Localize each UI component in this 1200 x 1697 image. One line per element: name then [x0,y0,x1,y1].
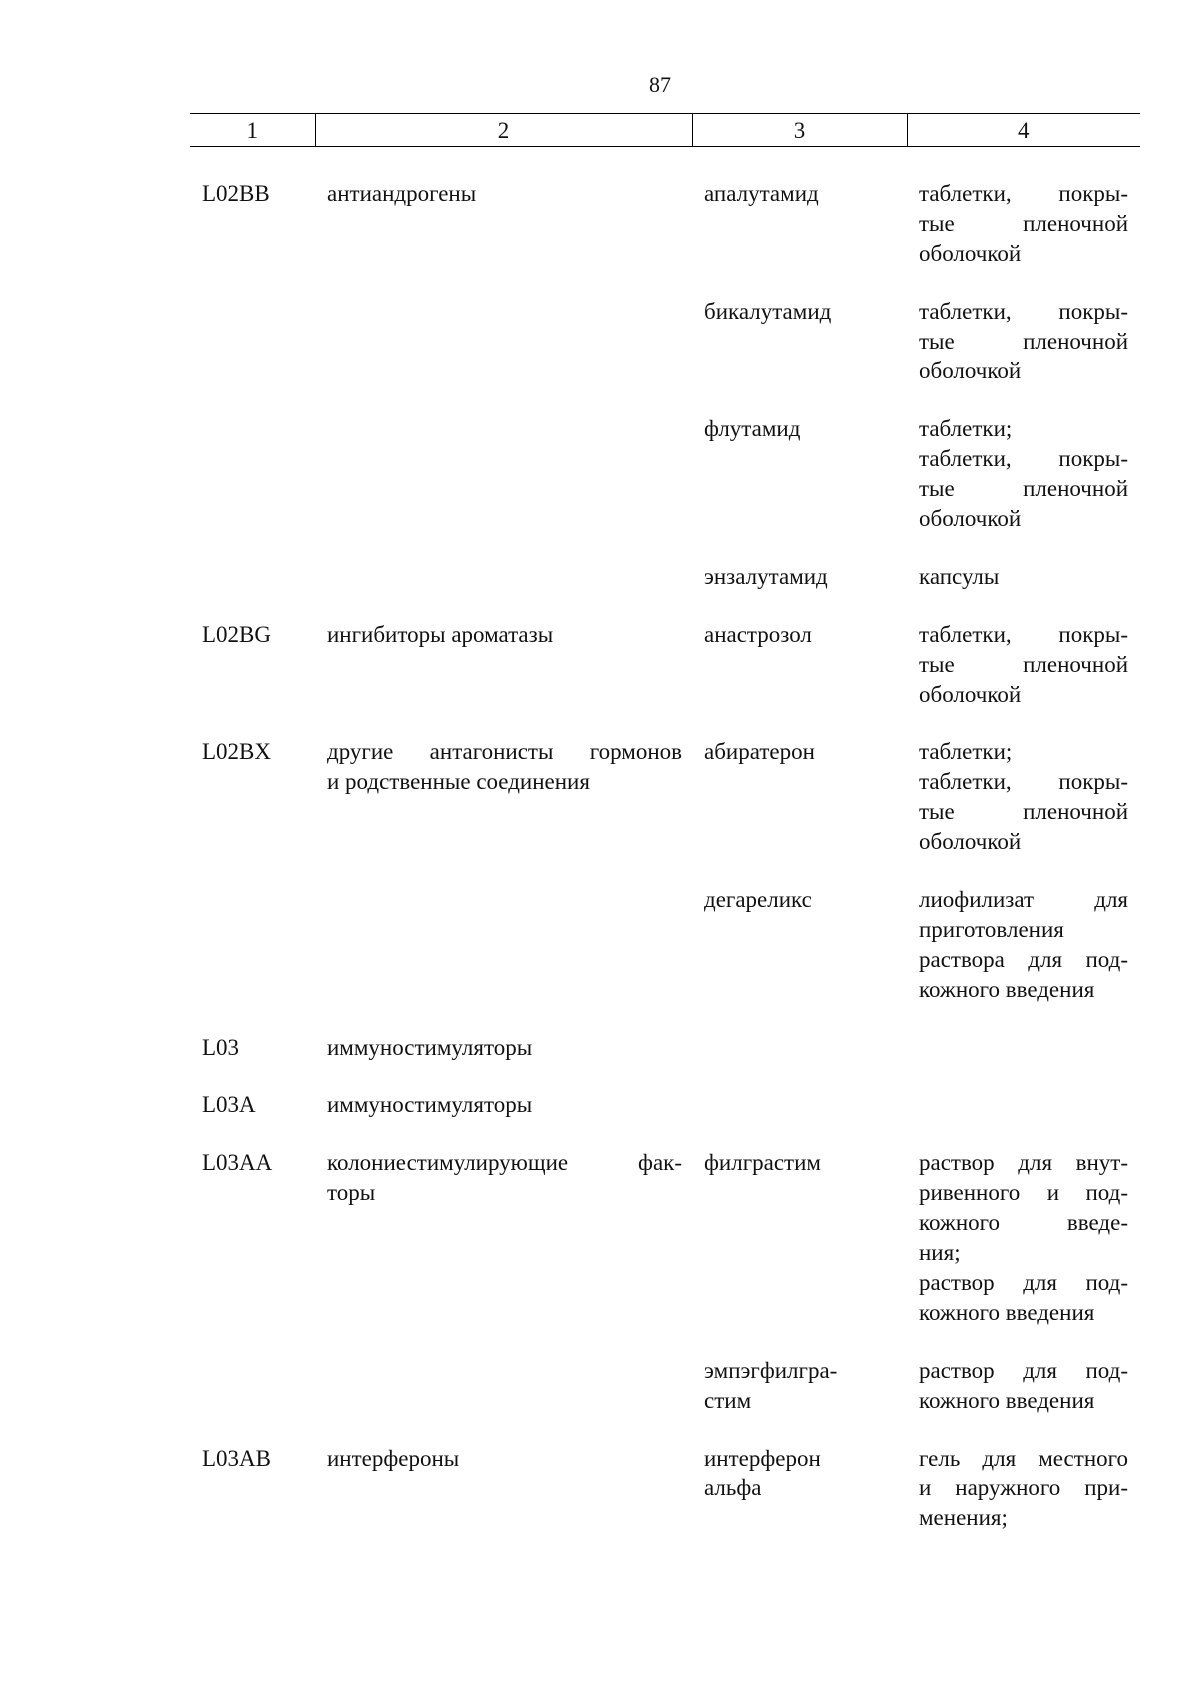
dosage-form-line: оболочкой [919,506,1022,532]
drug-name-cell [692,414,907,562]
dosage-form-line: и наружного при- [919,1475,1128,1501]
dosage-form-cell [907,1444,1140,1562]
atc-code-cell: L03A [202,1092,256,1118]
drug-name-line: анастрозол [704,621,812,647]
dosage-form-line: раствора для под- [919,946,1128,972]
drug-name-cell [692,1444,907,1562]
table-row [190,147,1140,297]
drug-name-line: энзалутамид [704,563,828,589]
dosage-form-line: кожного введения [919,1387,1095,1413]
group-name-cell [315,885,692,1033]
drug-name-line: флутамид [704,416,801,442]
group-name-line: ингибиторы ароматазы [327,621,554,647]
dosage-form-cell [907,562,1140,620]
drug-name-line: апалутамид [704,181,819,206]
drug-name-line: бикалутамид [704,298,832,324]
dosage-form-cell [907,737,1140,885]
drug-name-cell [692,737,907,885]
table-row [190,1356,1140,1444]
dosage-form-cell [907,1033,1140,1091]
group-name-line: и родственные соединения [327,769,590,795]
atc-code-cell: L03AB [202,1445,271,1471]
table-body [190,147,1140,1562]
header-col-4: 4 [907,114,1140,147]
dosage-form-line: таблетки; [919,416,1013,442]
table-header [190,114,1140,147]
drug-name-cell [692,297,907,415]
group-name-cell [315,1090,692,1148]
group-name-cell [315,147,692,297]
dosage-form-line: таблетки, покры- [919,446,1128,472]
dosage-form-line: ния; [919,1240,961,1266]
dosage-form-line: оболочкой [919,358,1022,384]
dosage-form-line: таблетки, покры- [919,298,1128,324]
drug-name-line: стим [704,1387,752,1413]
dosage-form-line: гель для местного [919,1445,1128,1471]
table-row [190,1033,1140,1091]
dosage-form-line: раствор для под- [919,1269,1128,1295]
header-col-3: 3 [692,114,907,147]
group-name-line: другие антагонисты гормонов [327,739,682,765]
drug-name-line: эмпэгфилгра- [704,1357,838,1383]
dosage-form-line: тые пленочной [919,328,1128,354]
dosage-form-cell [907,414,1140,562]
table-row [190,885,1140,1033]
dosage-form-cell [907,620,1140,738]
header-row [190,114,1140,147]
group-name-cell [315,1033,692,1091]
group-name-line: иммуностимуляторы [327,1092,533,1118]
drug-name-line: абиратерон [704,739,815,765]
dosage-form-cell [907,297,1140,415]
drug-name-cell [692,1356,907,1444]
group-name-line: колониестимулирующие фак- [327,1150,682,1176]
dosage-form-line: менения; [919,1505,1008,1531]
dosage-form-line: таблетки, покры- [919,181,1128,206]
atc-code-cell [190,1356,315,1444]
dosage-form-line: тые пленочной [919,651,1128,677]
group-name-cell [315,414,692,562]
drug-name-cell [692,1090,907,1148]
drug-name-cell [692,620,907,738]
dosage-form-cell [907,885,1140,1033]
table-row [190,297,1140,415]
dosage-form-line: ривенного и под- [919,1180,1128,1206]
dosage-form-line: таблетки, покры- [919,769,1128,795]
dosage-form-line: оболочкой [919,240,1022,266]
atc-code-cell: L03 [202,1034,240,1060]
dosage-form-line: раствор для внут- [919,1150,1128,1176]
dosage-form-cell [907,147,1140,297]
table-row [190,1148,1140,1355]
drug-name-line: дегареликс [704,887,812,913]
group-name-cell [315,620,692,738]
group-name-cell [315,562,692,620]
dosage-form-line: кожного введения [919,1299,1095,1325]
table-row [190,1444,1140,1562]
drug-name-line: интерферон [704,1445,821,1471]
dosage-form-line: оболочкой [919,829,1022,855]
dosage-form-line: кожного введения [919,976,1095,1002]
table-row [190,1090,1140,1148]
atc-code-cell [190,885,315,1033]
drug-name-cell [692,1033,907,1091]
atc-code-cell: L02BX [202,739,271,765]
atc-code-cell: L02BG [202,621,271,647]
dosage-form-line: таблетки, покры- [919,621,1128,647]
group-name-line: интерфероны [327,1445,460,1471]
atc-code-cell: L02BB [202,181,270,206]
dosage-form-line: таблетки; [919,739,1013,765]
group-name-cell [315,1148,692,1355]
drug-name-line: филграстим [704,1150,821,1176]
drug-name-cell [692,562,907,620]
group-name-cell [315,1444,692,1562]
group-name-cell [315,737,692,885]
atc-code-cell [190,414,315,562]
dosage-form-line: кожного введе- [919,1210,1128,1236]
table-row [190,620,1140,738]
dosage-form-line: лиофилизат для [919,887,1128,913]
group-name-cell [315,297,692,415]
table-row [190,414,1140,562]
dosage-form-line: оболочкой [919,681,1022,707]
group-name-line: иммуностимуляторы [327,1034,533,1060]
dosage-form-line: тые пленочной [919,799,1128,825]
drug-name-cell [692,147,907,297]
header-col-2: 2 [315,114,692,147]
dosage-form-line: приготовления [919,916,1064,942]
dosage-form-line: тые пленочной [919,476,1128,502]
atc-code-cell: L03AA [202,1150,273,1176]
drug-name-cell [692,885,907,1033]
atc-code-cell [190,297,315,415]
group-name-cell [315,1356,692,1444]
table-row [190,737,1140,885]
dosage-form-line: раствор для под- [919,1357,1128,1383]
dosage-form-line: тые пленочной [919,210,1128,236]
dosage-form-line: капсулы [919,563,1000,589]
drug-name-cell [692,1148,907,1355]
dosage-form-cell [907,1148,1140,1355]
drug-name-line: альфа [704,1475,762,1501]
atc-code-cell [190,562,315,620]
header-col-1: 1 [190,114,315,147]
dosage-form-cell [907,1090,1140,1148]
medicines-table [190,113,1140,1561]
group-name-line: торы [327,1180,376,1206]
dosage-form-cell [907,1356,1140,1444]
page-number: 87 [649,72,671,97]
table-row [190,562,1140,620]
group-name-line: антиандрогены [327,181,477,206]
